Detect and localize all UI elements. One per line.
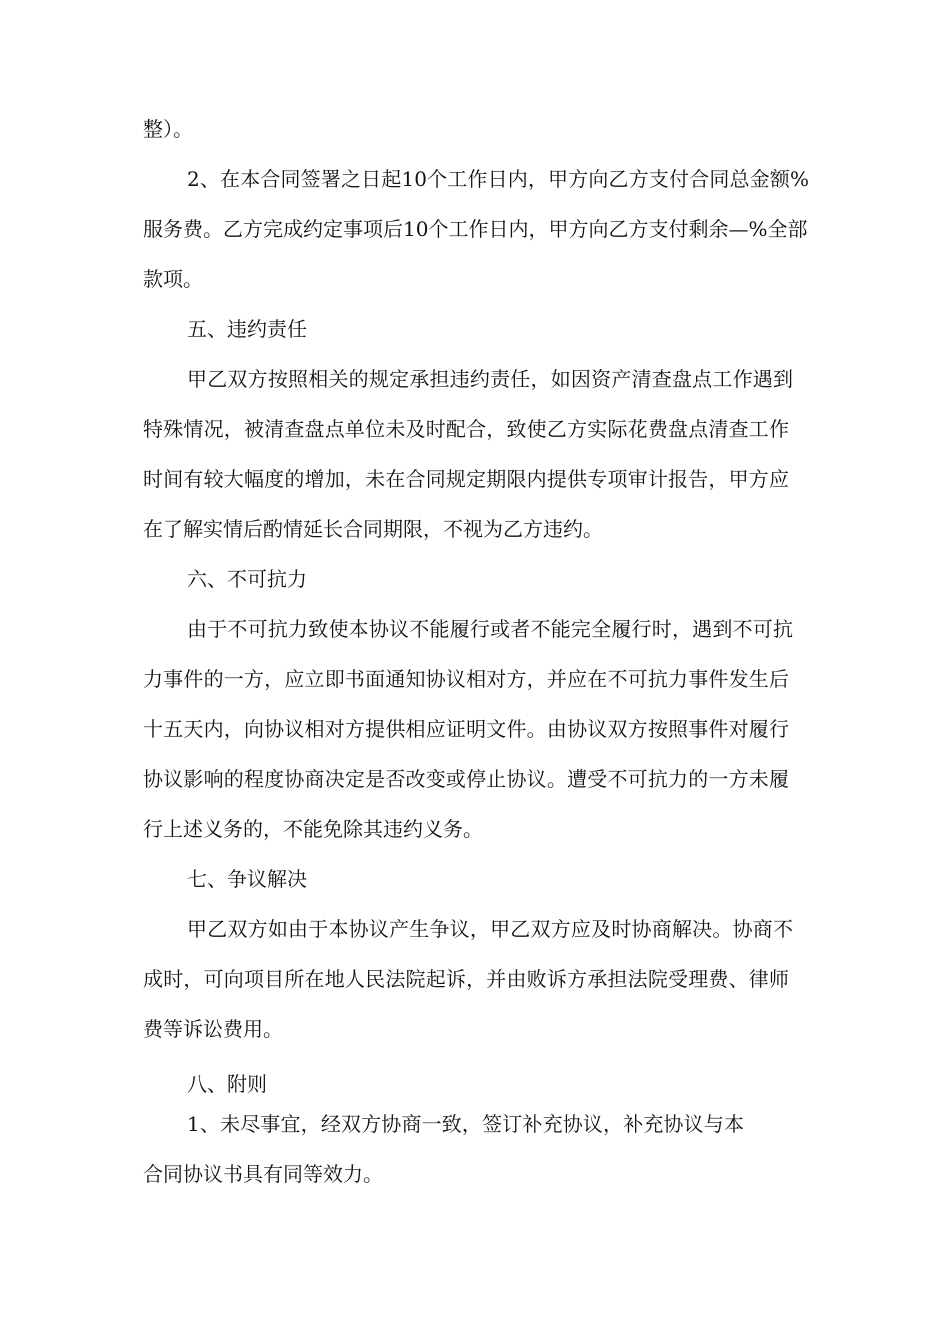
section-heading-8: 八、附则 bbox=[187, 1072, 267, 1096]
paragraph-line: 由于不可抗力致使本协议不能履行或者不能完全履行时，遇到不可抗 bbox=[187, 617, 793, 641]
text-line: 特殊情况，被清查盘点单位未及时配合，致使乙方实际花费盘点清查工作 bbox=[143, 417, 789, 441]
text-line: 款项。 bbox=[143, 267, 203, 291]
paragraph-line: 1、未尽事宜，经双方协商一致，签订补充协议，补充协议与本 bbox=[187, 1112, 744, 1136]
text-line: 行上述义务的，不能免除其违约义务。 bbox=[143, 817, 483, 841]
paragraph-line: 甲乙双方如由于本协议产生争议，甲乙双方应及时协商解决。协商不 bbox=[187, 917, 793, 941]
clause-4-2-line: 2、在本合同签署之日起10个工作日内，甲方向乙方支付合同总金额% bbox=[187, 167, 809, 191]
section-heading-7: 七、争议解决 bbox=[187, 867, 307, 891]
text-line: 成时，可向项目所在地人民法院起诉，并由败诉方承担法院受理费、律师 bbox=[143, 967, 789, 991]
text-line: 在了解实情后酌情延长合同期限，不视为乙方违约。 bbox=[143, 517, 603, 541]
paragraph-line: 甲乙双方按照相关的规定承担违约责任，如因资产清查盘点工作遇到 bbox=[187, 367, 793, 391]
text-line: 服务费。乙方完成约定事项后10个工作日内，甲方向乙方支付剩余—%全部 bbox=[143, 217, 808, 241]
text-line: 力事件的一方，应立即书面通知协议相对方，并应在不可抗力事件发生后 bbox=[143, 667, 789, 691]
text-line: 费等诉讼费用。 bbox=[143, 1017, 283, 1041]
text-line: 整）。 bbox=[143, 117, 193, 141]
text-line: 合同协议书具有同等效力。 bbox=[143, 1162, 383, 1186]
text-line: 十五天内，向协议相对方提供相应证明文件。由协议双方按照事件对履行 bbox=[143, 717, 789, 741]
text-line: 时间有较大幅度的增加，未在合同规定期限内提供专项审计报告，甲方应 bbox=[143, 467, 789, 491]
section-heading-5: 五、违约责任 bbox=[187, 317, 307, 341]
text-line: 协议影响的程度协商决定是否改变或停止协议。遭受不可抗力的一方未履 bbox=[143, 767, 789, 791]
section-heading-6: 六、不可抗力 bbox=[187, 567, 307, 591]
